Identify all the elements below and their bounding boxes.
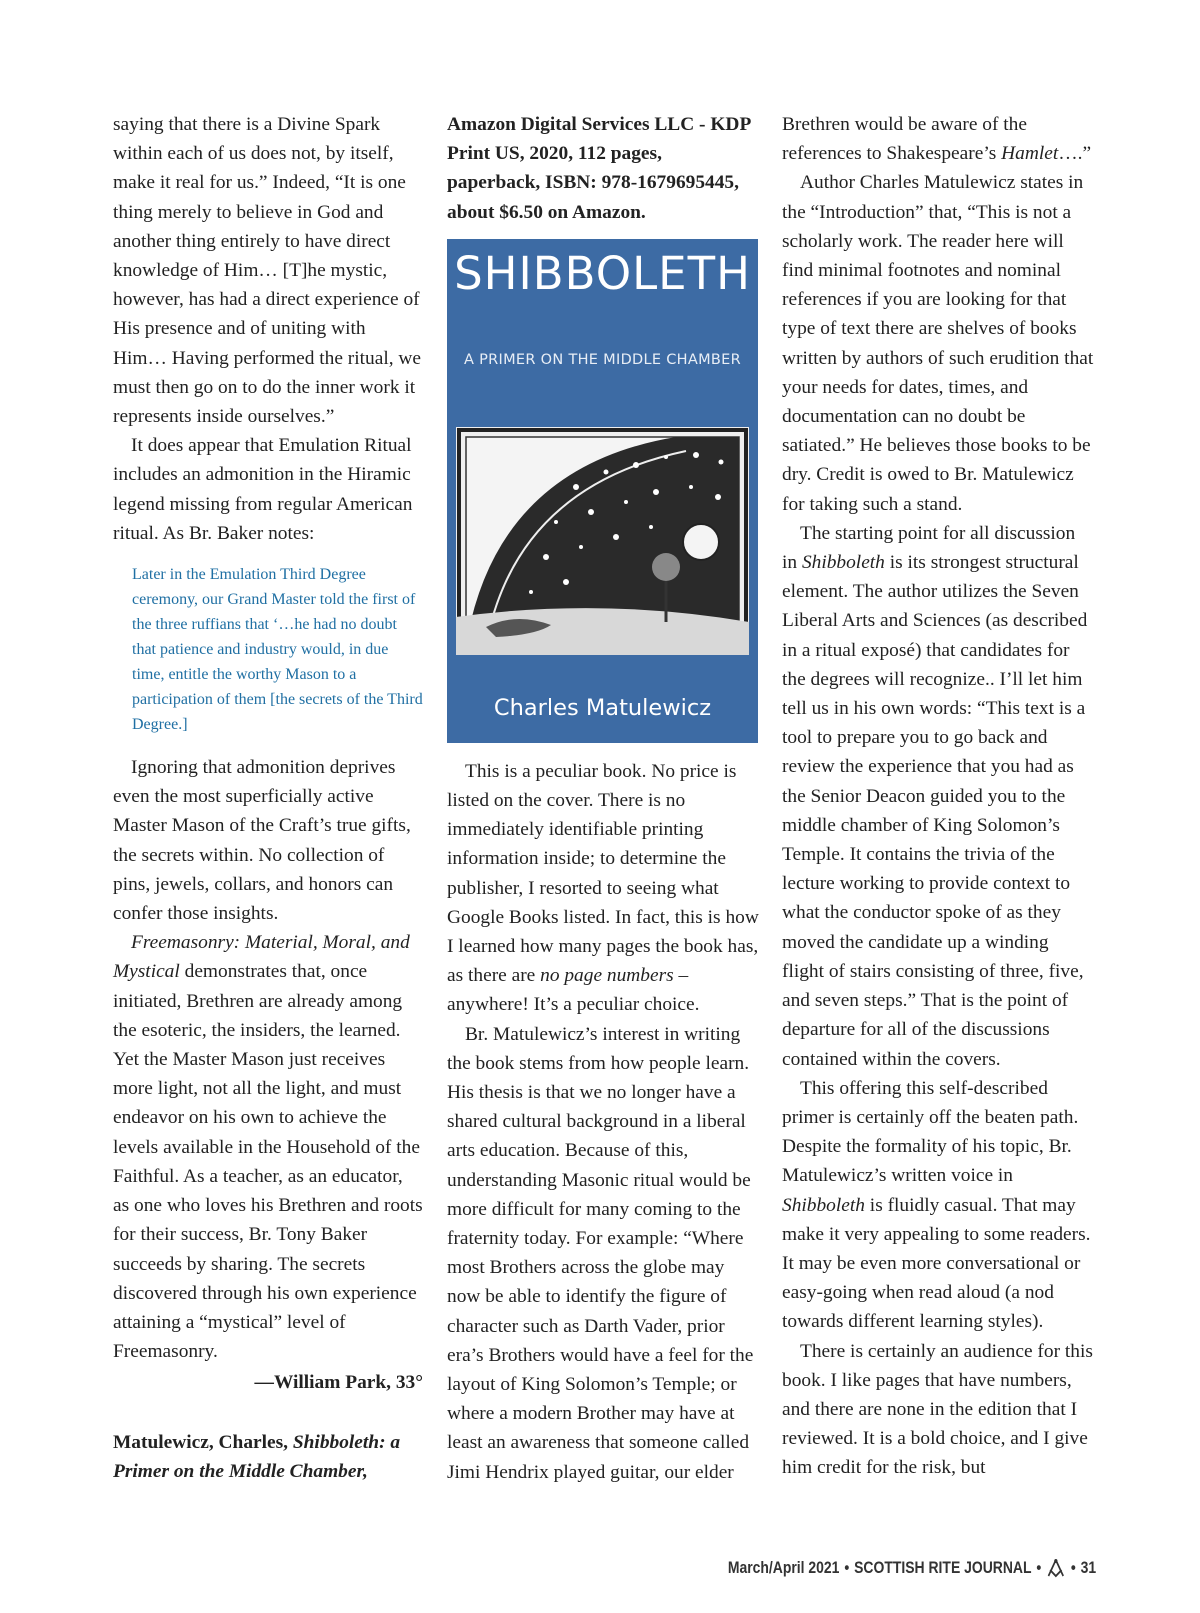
book-title: Freemasonry: Material, Moral, and Mystical: [113, 932, 410, 983]
paragraph-text: The starting point for all discussion in: [782, 522, 1076, 574]
paragraph: [113, 928, 423, 1366]
issue-date: March/April 2021: [727, 1558, 840, 1577]
paragraph-text: is fluidly casual. That may make it very appealing to some readers. It may be even more conversational or easy-going when read aloud (a nod towards different learning styles).: [782, 1194, 1091, 1333]
separator: •: [1036, 1558, 1042, 1577]
emphasis: Shibboleth: [801, 552, 885, 574]
emphasis: Shibboleth: [782, 1194, 865, 1216]
paragraph-text: ….”: [1058, 143, 1092, 165]
paragraph: Ignoring that admonition deprives even the most superficially active Master Mason of the Craft’s true gifts, the secrets within. No collection of pins, jewels, collars, and honors can confer those insights.: [113, 757, 411, 925]
cover-subtitle: A PRIMER ON THE MIDDLE CHAMBER: [464, 351, 741, 368]
paragraph: Br. Matulewicz’s interest in writing the book stems from how people learn. His thesis is that we no longer have a shared cultural background in a liberal arts education. Because of this, understanding Masonic ritual would be more difficult for many coming to the fraternity today. For example: “Where most Brothers across the globe may now be able to identify the figure of character such as Darth Vader, prior era’s Brothers would have a feel for the layout of King Solomon’s Temple; or where a modern Brother may have at least an awareness that someone called Jimi Hendrix played guitar, our elder: [447, 1023, 754, 1483]
book-cover: [447, 239, 758, 743]
reviewer-signature: —William Park, 33°: [254, 1372, 423, 1394]
bib-title: Shibboleth: a Primer on the Middle Chamber,: [113, 1431, 401, 1482]
emphasis: no page numbers: [540, 965, 674, 987]
paragraph-text: This is a peculiar book. No price is listed on the cover. There is no immediately identifiable printing information inside; to determine the publisher, I resorted to seeing what Google Books listed. In fact, this is how I learned how many pages the book has, as there are: [447, 760, 759, 987]
paragraph-text: is its strongest structural element. The author utilizes the Seven Liberal Arts and Sciences (as described in a ritual exposé) that candidates for the degrees will recognize.. I’ll let him tell us in his own words: “This text is a tool to prepare you to go back and review the experience that you had as the Senior Deacon guided you to the middle chamber of King Solomon’s Temple. It contains the trivia of the lecture working to provide context to what the conductor spoke of as they moved the candidate up a winding flight of stairs consisting of three, five, and seven steps.” That is the point of departure for all of the discussions contained within the covers.: [782, 552, 1088, 1070]
paragraph-text: Brethren would be aware of the references to Shakespeare’s: [782, 114, 1027, 165]
paragraph: saying that there is a Divine Spark within each of us does not, by itself, make it real for us.” Indeed, “It is one thing merely to believe in God and another thing entirely to have direct knowledge of Him… [T]he mystic, however, has had a direct experience of His presence and of uniting with Him… Having performed the ritual, we must then go on to do the inner work it represents inside ourselves.”: [113, 114, 422, 428]
journal-name: SCOTTISH RITE JOURNAL: [853, 1558, 1032, 1577]
paragraph: [782, 110, 1094, 168]
bibliography-details: Amazon Digital Services LLC - KDP Print US, 2020, 112 pages, paperback, ISBN: 978-1679695445, about $6.50 on Amazon.: [447, 114, 751, 223]
paragraph-text: demonstrates that, once initiated, Brethren are already among the esoteric, the insiders, the learned. Yet the Master Mason just receives more light, not all the light, and must endeavor on his own to achieve the levels available in the Household of the Faithful. As a teacher, as an educator, as one who loves his Brethren and roots for their success, Br. Tony Baker succeeds by sharing. The secrets discovered through his own experience attaining a “mystical” level of Freemasonry.: [113, 961, 423, 1363]
paragraph-text: – anywhere! It’s a peculiar choice.: [447, 965, 700, 1016]
paragraph: There is certainly an audience for this book. I like pages that have numbers, and there are none in the edition that I reviewed. It is a bold choice, and I give him credit for the risk, but: [782, 1340, 1093, 1479]
square-compass-icon: [1046, 1558, 1066, 1578]
separator: •: [844, 1558, 850, 1577]
bib-author: Matulewicz, Charles,: [113, 1431, 293, 1453]
column-1: [113, 110, 423, 1486]
paragraph: [447, 757, 759, 1020]
bibliography-entry: [113, 1428, 423, 1486]
cover-author: Charles Matulewicz: [493, 694, 712, 721]
column-2: [447, 110, 759, 1487]
paragraph: [782, 519, 1094, 1074]
paragraph-text: This offering this self-described primer is certainly off the beaten path. Despite the formality of his topic, Br. Matulewicz’s written voice in: [782, 1077, 1079, 1187]
cover-title: SHIBBOLETH: [454, 246, 751, 300]
separator: •: [1070, 1558, 1076, 1577]
page-footer: [728, 1558, 1096, 1578]
paragraph: It does appear that Emulation Ritual includes an admonition in the Hiramic legend missing from regular American ritual. As Br. Baker notes:: [113, 435, 413, 544]
emphasis: Hamlet: [1001, 143, 1059, 165]
paragraph: Author Charles Matulewicz states in the “Introduction” that, “This is not a scholarly work. The reader here will find minimal footnotes and nominal references if you are looking for that type of text there are shelves of books written by authors of such erudition that your needs for dates, times, and documentation can no doubt be satiated.” He believes those books to be dry. Credit is owed to Br. Matulewicz for taking such a stand.: [782, 172, 1094, 515]
page-number: 31: [1080, 1558, 1096, 1577]
block-quote: Later in the Emulation Third Degree ceremony, our Grand Master told the first of the three ruffians that ‘…he had no doubt that patience and industry would, in due time, entitle the worthy Mason to a participation of them [the secrets of the Third Degree.]: [132, 566, 423, 734]
flammarion-engraving-image: [456, 427, 749, 655]
paragraph: [782, 1074, 1094, 1337]
column-3: [782, 110, 1094, 1483]
